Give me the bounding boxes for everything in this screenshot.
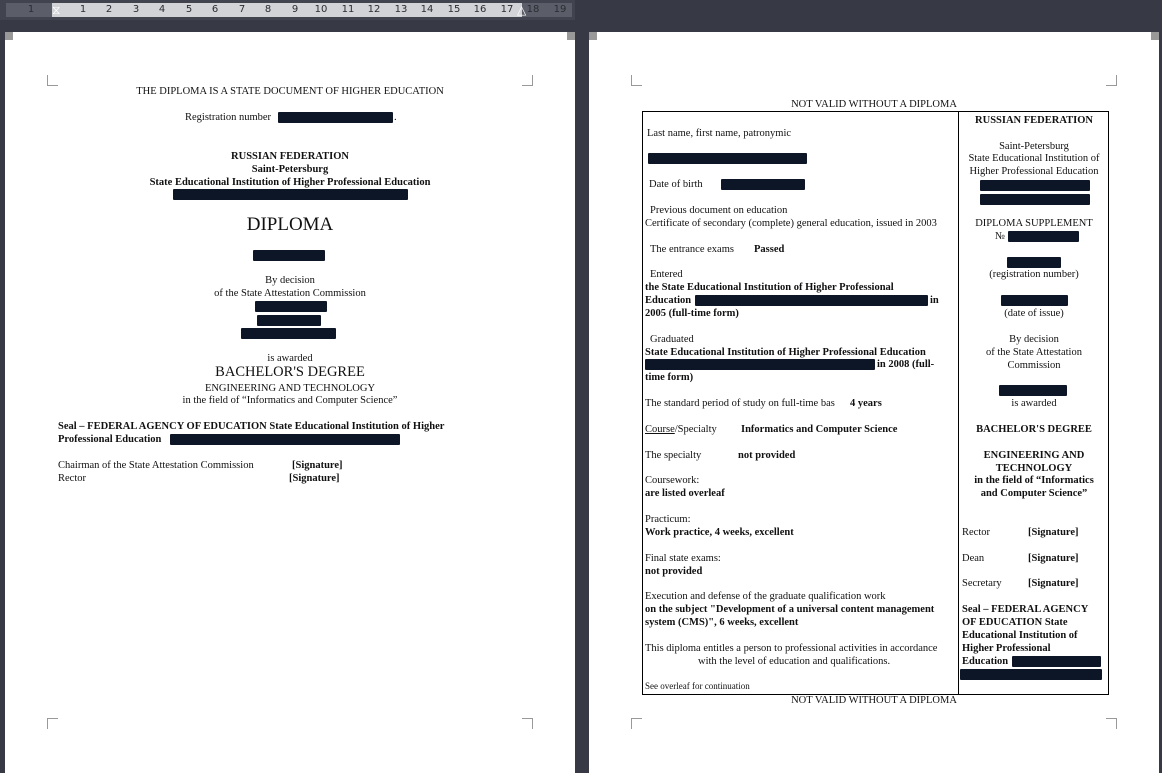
entered-line: Education bbox=[645, 295, 692, 306]
degree-title: BACHELOR'S DEGREE bbox=[976, 424, 1092, 435]
table-divider bbox=[958, 112, 959, 694]
seal-line: Educational Institution of bbox=[962, 630, 1078, 641]
course-label-rest: /Specialty bbox=[674, 424, 717, 435]
dob-label: Date of birth bbox=[649, 179, 703, 190]
redaction-block bbox=[253, 250, 325, 261]
page-corner-mark bbox=[47, 718, 58, 729]
ruler-number: 9 bbox=[291, 4, 299, 15]
redaction-block bbox=[1008, 231, 1079, 242]
ruler-number: 18 bbox=[526, 4, 540, 15]
ruler-number: 1 bbox=[79, 4, 87, 15]
execution-line: on the subject "Development of a universal content management bbox=[645, 604, 935, 615]
supplement-title: DIPLOMA SUPPLEMENT bbox=[975, 218, 1093, 229]
prev-doc-value: Certificate of secondary (complete) general education, issued in 2003 bbox=[645, 218, 937, 229]
diploma-title: DIPLOMA bbox=[246, 214, 334, 235]
redaction-block bbox=[645, 359, 875, 370]
is-awarded: is awarded bbox=[267, 353, 313, 364]
redaction-block bbox=[999, 385, 1067, 396]
period-label: The standard period of study on full-time bas bbox=[645, 398, 835, 409]
city-name: Saint-Petersburg bbox=[999, 141, 1069, 152]
by-decision: By decision bbox=[1009, 334, 1059, 345]
redaction-block bbox=[648, 153, 807, 164]
redaction-block bbox=[980, 180, 1090, 191]
ruler-number: 11 bbox=[341, 4, 355, 15]
dean-label: Dean bbox=[962, 553, 985, 564]
ruler-number: 19 bbox=[553, 4, 567, 15]
ruler-number: 7 bbox=[238, 4, 246, 15]
field-area: ENGINEERING AND TECHNOLOGY bbox=[204, 383, 376, 394]
page-corner-mark bbox=[522, 75, 533, 86]
period-value: 4 years bbox=[850, 398, 882, 409]
course-label bbox=[645, 423, 717, 436]
number-sign: № bbox=[995, 231, 1006, 242]
registration-end: . bbox=[394, 112, 397, 123]
ruler-number: 3 bbox=[132, 4, 140, 15]
ruler-number: 5 bbox=[185, 4, 193, 15]
date-issue-label: (date of issue) bbox=[1004, 308, 1064, 319]
chairman-label: Chairman of the State Attestation Commission bbox=[58, 460, 254, 471]
document-page-1[interactable] bbox=[5, 32, 575, 773]
page-grip-icon bbox=[5, 32, 13, 40]
ruler-number: 4 bbox=[158, 4, 166, 15]
ruler-strip bbox=[6, 3, 572, 17]
header-line: THE DIPLOMA IS A STATE DOCUMENT OF HIGHER EDUCATION bbox=[136, 86, 444, 97]
prev-doc-label: Previous document on education bbox=[650, 205, 788, 216]
rector-label: Rector bbox=[58, 473, 86, 484]
practicum-value: Work practice, 4 weeks, excellent bbox=[645, 527, 794, 538]
graduated-line: State Educational Institution of Higher Professional Education bbox=[645, 347, 926, 358]
registration-label: Registration number bbox=[185, 112, 272, 123]
redaction-block bbox=[980, 194, 1090, 205]
redaction-block bbox=[1007, 257, 1061, 268]
course-label-underlined: Course bbox=[645, 424, 675, 435]
institution-line: State Educational Institution of bbox=[968, 153, 1100, 164]
institution-name: State Educational Institution of Higher Professional Education bbox=[149, 177, 431, 188]
practicum-label: Practicum: bbox=[645, 514, 691, 525]
ruler-number: 2 bbox=[105, 4, 113, 15]
page-grip-icon bbox=[589, 32, 597, 40]
name-label: Last name, first name, patronymic bbox=[647, 128, 792, 139]
is-awarded: is awarded bbox=[1011, 398, 1057, 409]
ruler-number: 12 bbox=[367, 4, 381, 15]
redaction-block bbox=[241, 328, 336, 339]
page-corner-mark bbox=[1106, 718, 1117, 729]
coursework-value: are listed overleaf bbox=[645, 488, 725, 499]
field-line: and Computer Science” bbox=[980, 488, 1088, 499]
redaction-block bbox=[721, 179, 805, 190]
entitles-line: This diploma entitles a person to professional activities in accordance bbox=[645, 643, 938, 654]
seal-line: Higher Professional bbox=[962, 643, 1051, 654]
ruler-number: 10 bbox=[314, 4, 328, 15]
entered-year: 2005 (full-time form) bbox=[645, 308, 739, 319]
redaction-block bbox=[1001, 295, 1068, 306]
dean-signature: [Signature] bbox=[1028, 553, 1079, 564]
final-exams-label: Final state exams: bbox=[645, 553, 721, 564]
not-valid-bottom: NOT VALID WITHOUT A DIPLOMA bbox=[791, 695, 957, 706]
eng-line: TECHNOLOGY bbox=[995, 463, 1073, 474]
redaction-block bbox=[170, 434, 400, 445]
seal-line: Education bbox=[962, 656, 1009, 667]
ruler-number: 14 bbox=[420, 4, 434, 15]
entered-label: Entered bbox=[650, 269, 683, 280]
secretary-label: Secretary bbox=[962, 578, 1002, 589]
redaction-block bbox=[960, 669, 1102, 680]
city-name: Saint-Petersburg bbox=[251, 164, 329, 175]
entitles-line: with the level of education and qualifications. bbox=[698, 656, 891, 667]
graduated-line: time form) bbox=[645, 372, 694, 383]
entrance-label: The entrance exams bbox=[650, 244, 734, 255]
seal-line: OF EDUCATION State bbox=[962, 617, 1068, 628]
entrance-value: Passed bbox=[754, 244, 785, 255]
execution-line: system (CMS)", 6 weeks, excellent bbox=[645, 617, 799, 628]
redaction-block bbox=[1012, 656, 1101, 667]
ruler-number: 1 bbox=[27, 4, 35, 15]
seal-line: Seal – FEDERAL AGENCY OF EDUCATION State Educational Institution of Higher bbox=[58, 421, 445, 432]
commission: of the State Attestation Commission bbox=[214, 288, 366, 299]
reg-number-label: (registration number) bbox=[989, 269, 1079, 280]
execution-label: Execution and defense of the graduate qualification work bbox=[645, 591, 886, 602]
specialty-label: The specialty bbox=[645, 450, 702, 461]
graduated-label: Graduated bbox=[650, 334, 694, 345]
graduated-line: in 2008 (full- bbox=[877, 359, 935, 370]
page-corner-mark bbox=[631, 718, 642, 729]
not-valid-top: NOT VALID WITHOUT A DIPLOMA bbox=[791, 99, 957, 110]
field-line: in the field of “Informatics bbox=[974, 475, 1094, 486]
redaction-block bbox=[278, 112, 393, 123]
eng-line: ENGINEERING AND bbox=[983, 450, 1085, 461]
page-corner-mark bbox=[631, 75, 642, 86]
entered-line: in bbox=[930, 295, 939, 306]
page-grip-icon bbox=[1151, 32, 1159, 40]
country-name: RUSSIAN FEDERATION bbox=[231, 151, 349, 162]
rector-signature: [Signature] bbox=[1028, 527, 1079, 538]
course-value: Informatics and Computer Science bbox=[741, 424, 898, 435]
page-corner-mark bbox=[522, 718, 533, 729]
right-indent-marker-icon[interactable]: △ bbox=[517, 3, 527, 17]
redaction-block bbox=[695, 295, 928, 306]
by-decision: By decision bbox=[265, 275, 315, 286]
ruler-number: 8 bbox=[264, 4, 272, 15]
specialty-value: not provided bbox=[738, 450, 796, 461]
rector-signature: [Signature] bbox=[289, 473, 340, 484]
ruler-number: 15 bbox=[447, 4, 461, 15]
page-grip-icon bbox=[567, 32, 575, 40]
final-exams-value: not provided bbox=[645, 566, 703, 577]
degree-title: BACHELOR'S DEGREE bbox=[215, 364, 365, 380]
redaction-block bbox=[257, 315, 321, 326]
redaction-block bbox=[173, 189, 408, 200]
institution-line: Higher Professional Education bbox=[969, 166, 1099, 177]
field-name: in the field of “Informatics and Computer Science” bbox=[182, 395, 398, 406]
chairman-signature: [Signature] bbox=[292, 460, 343, 471]
secretary-signature: [Signature] bbox=[1028, 578, 1079, 589]
indent-marker-icon[interactable]: ⧖ bbox=[52, 3, 61, 17]
entered-line: the State Educational Institution of Higher Professional bbox=[645, 282, 894, 293]
rector-label: Rector bbox=[962, 527, 990, 538]
commission-line: Commission bbox=[1007, 360, 1061, 371]
horizontal-ruler[interactable] bbox=[0, 0, 575, 20]
coursework-label: Coursework: bbox=[645, 475, 700, 486]
country-name: RUSSIAN FEDERATION bbox=[975, 115, 1093, 126]
document-page-2[interactable] bbox=[589, 32, 1159, 773]
see-overleaf: See overleaf for continuation bbox=[645, 681, 750, 691]
page-corner-mark bbox=[1106, 75, 1117, 86]
commission-line: of the State Attestation bbox=[986, 347, 1082, 358]
ruler-number: 6 bbox=[211, 4, 219, 15]
seal-line: Seal – FEDERAL AGENCY bbox=[962, 604, 1089, 615]
ruler-number: 17 bbox=[500, 4, 514, 15]
ruler-number: 16 bbox=[473, 4, 487, 15]
seal-line: Professional Education bbox=[58, 434, 162, 445]
ruler-number: 13 bbox=[394, 4, 408, 15]
page-corner-mark bbox=[47, 75, 58, 86]
redaction-block bbox=[255, 301, 327, 312]
